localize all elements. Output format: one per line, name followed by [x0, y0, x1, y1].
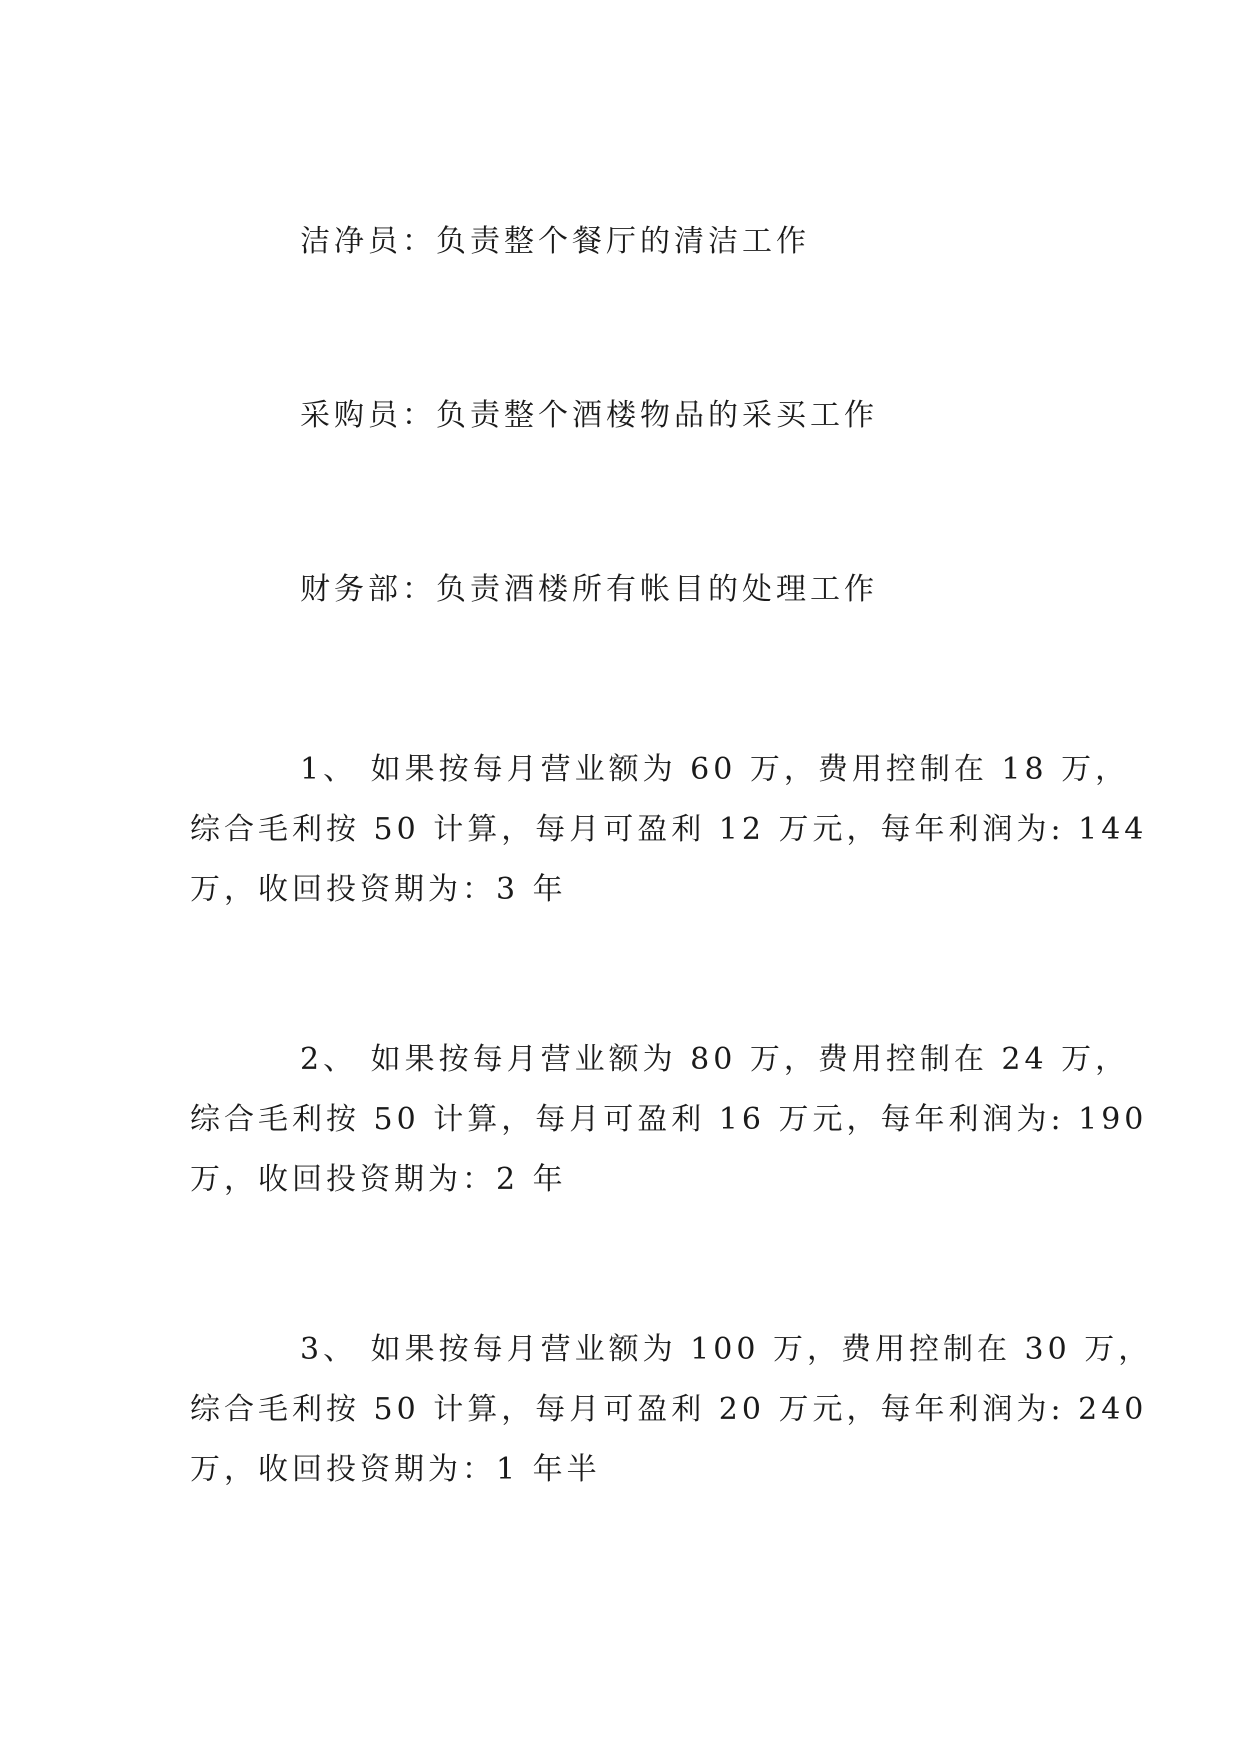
- scenario-3-line-3: 万，收回投资期为：1 年半: [190, 1452, 601, 1487]
- scenario-2: [190, 1030, 1148, 1210]
- scenario-1-line-3: 万，收回投资期为：3 年: [190, 872, 567, 907]
- scenario-2-line-3: 万，收回投资期为：2 年: [190, 1162, 567, 1197]
- scenario-1: [190, 740, 1148, 920]
- scenario-3-line-1: 3、 如果按每月营业额为 100 万，费用控制在 30 万，: [300, 1332, 1153, 1367]
- scenario-2-line-2: 综合毛利按 50 计算，每月可盈利 16 万元，每年利润为: 190: [190, 1102, 1148, 1137]
- scenario-2-line-1: 2、 如果按每月营业额为 80 万，费用控制在 24 万，: [300, 1042, 1130, 1077]
- role-purchaser: 采购员：负责整个酒楼物品的采买工作: [300, 398, 878, 433]
- role-cleaner: 洁净员：负责整个餐厅的清洁工作: [300, 224, 810, 259]
- scenario-3: [190, 1320, 1153, 1500]
- role-finance: 财务部：负责酒楼所有帐目的处理工作: [300, 572, 878, 607]
- scenario-3-line-2: 综合毛利按 50 计算，每月可盈利 20 万元，每年利润为: 240: [190, 1392, 1148, 1427]
- scenario-1-line-2: 综合毛利按 50 计算，每月可盈利 12 万元，每年利润为: 144: [190, 812, 1148, 847]
- scenario-1-line-1: 1、 如果按每月营业额为 60 万，费用控制在 18 万，: [300, 752, 1130, 787]
